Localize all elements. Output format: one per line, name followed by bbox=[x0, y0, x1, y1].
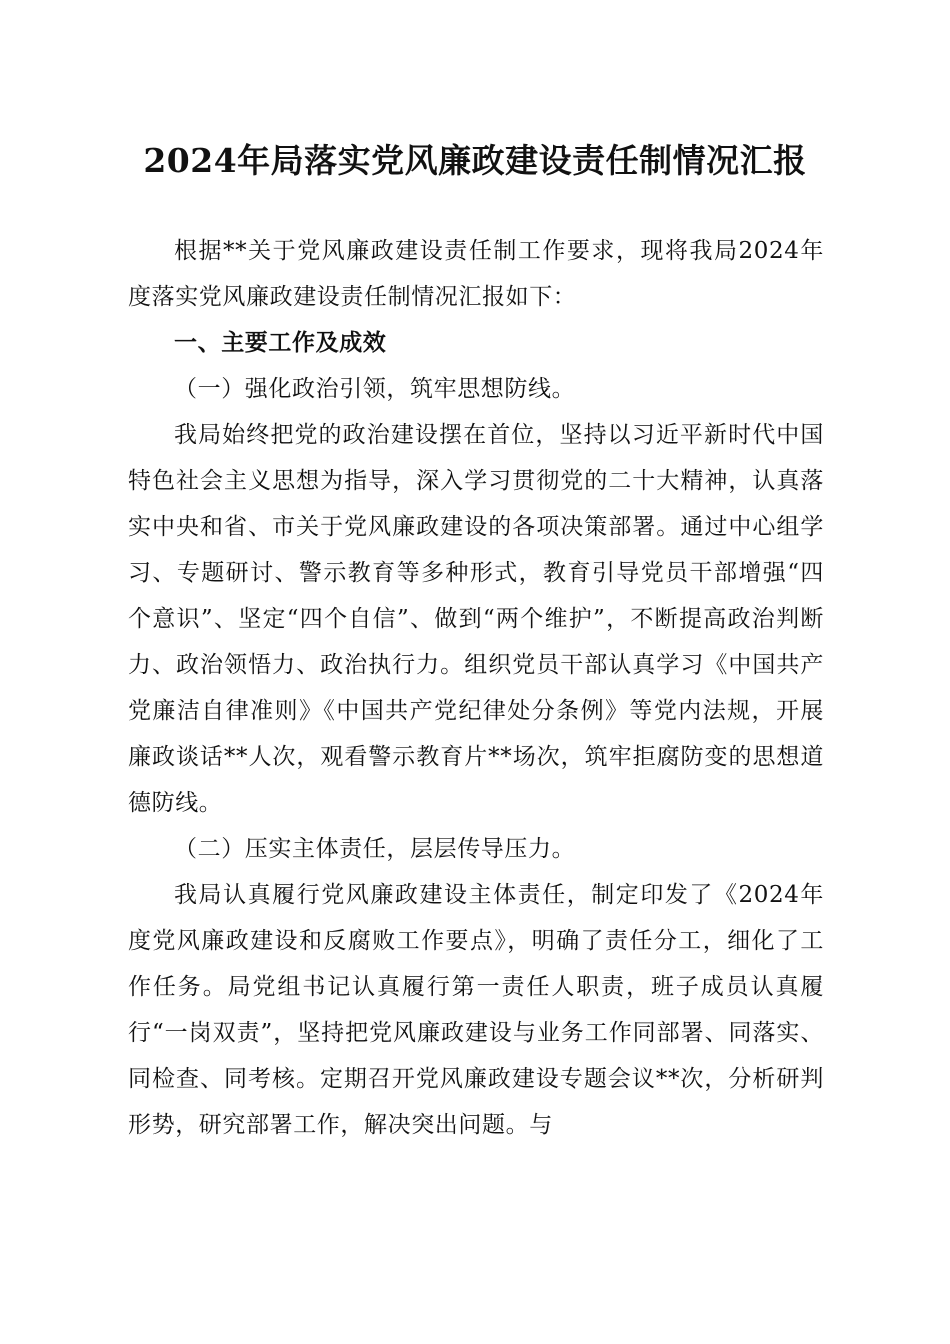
document-title: 2024年局落实党风廉政建设责任制情况汇报 bbox=[143, 141, 807, 180]
section-heading: 一、主要工作及成效 bbox=[174, 330, 387, 356]
intro-paragraph: 根据**关于党风廉政建设责任制工作要求，现将我局2024年度落实党风廉政建设责任制情况汇报如下： bbox=[128, 238, 824, 310]
document-body bbox=[128, 228, 824, 1148]
subsection-heading: （二）压实主体责任，层层传导压力。 bbox=[174, 836, 576, 862]
body-paragraph: 我局认真履行党风廉政建设主体责任，制定印发了《2024年度党风廉政建设和反腐败工作要点》，明确了责任分工，细化了工作任务。局党组书记认真履行第一责任人职责，班子成员认真履行“一岗双责”，坚持把党风廉政建设与业务工作同部署、同落实、同检查、同考核。定期召开党风廉政建设专题会议**次，分析研判形势，研究部署工作，解决突出问题。与 bbox=[128, 882, 824, 1138]
subsection-heading: （一）强化政治引领，筑牢思想防线。 bbox=[174, 376, 576, 402]
body-paragraph: 我局始终把党的政治建设摆在首位，坚持以习近平新时代中国特色社会主义思想为指导，深入学习贯彻党的二十大精神，认真落实中央和省、市关于党风廉政建设的各项决策部署。通过中心组学习、专题研讨、警示教育等多种形式，教育引导党员干部增强“四个意识”、坚定“四个自信”、做到“两个维护”，不断提高政治判断力、政治领悟力、政治执行力。组织党员干部认真学习《中国共产党廉洁自律准则》《中国共产党纪律处分条例》等党内法规，开展廉政谈话**人次，观看警示教育片**场次，筑牢拒腐防变的思想道德防线。 bbox=[128, 422, 824, 816]
